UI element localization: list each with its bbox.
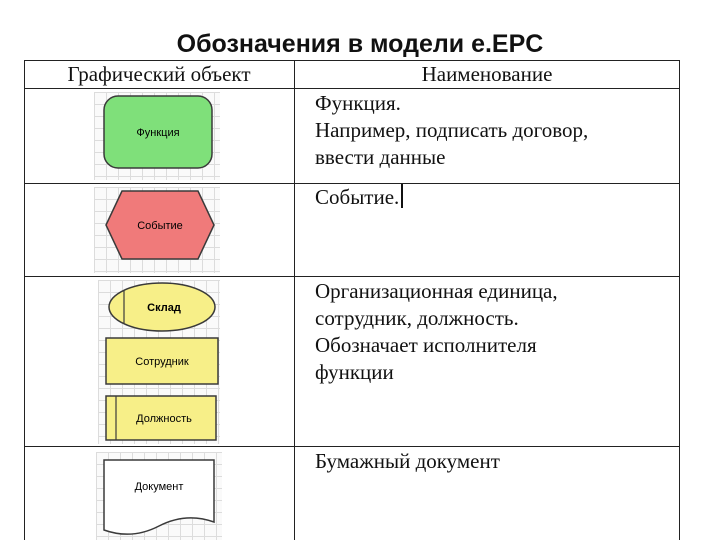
column-divider [294,60,295,540]
row-divider-2 [24,276,680,277]
header-name: Наименование [421,62,553,86]
document-shape-canvas [96,452,222,540]
employee-label: Сотрудник [135,356,189,368]
description-line: Бумажный документ [315,449,500,473]
text-cursor [401,184,403,208]
legend-table [24,60,680,540]
event-shape-canvas [94,187,220,273]
function-shape-canvas [94,92,220,180]
org-unit-shapes [98,280,220,444]
description-line: Функция. [315,91,401,115]
header-divider [24,88,680,89]
event-label: Событие [137,220,183,232]
document-shape [96,452,222,540]
function-description [315,90,588,171]
position-label: Должность [136,413,192,425]
page-title: Обозначения в модели е.EPC [176,30,544,58]
document-description [315,448,500,475]
document-label: Документ [134,481,184,493]
event-shape [94,187,220,273]
description-line: Событие. [315,184,403,211]
table-border-left [24,60,25,540]
description-line: Обозначает исполнителя [315,333,537,357]
table-border-top [24,60,680,61]
function-shape [94,92,220,180]
description-line: сотрудник, должность. [315,306,519,330]
event-description [315,184,403,211]
header-graphic-object: Графический объект [67,62,251,86]
description-line: ввести данные [315,145,446,169]
org-description [315,278,558,386]
description-line: функции [315,360,394,384]
description-line: Например, подписать договор, [315,118,589,142]
description-line: Организационная единица, [315,279,558,303]
function-label: Функция [136,127,180,139]
row-divider-3 [24,446,680,447]
table-border-right [679,60,680,540]
org-shapes-canvas [98,280,220,444]
org-unit-label: Склад [147,302,181,314]
